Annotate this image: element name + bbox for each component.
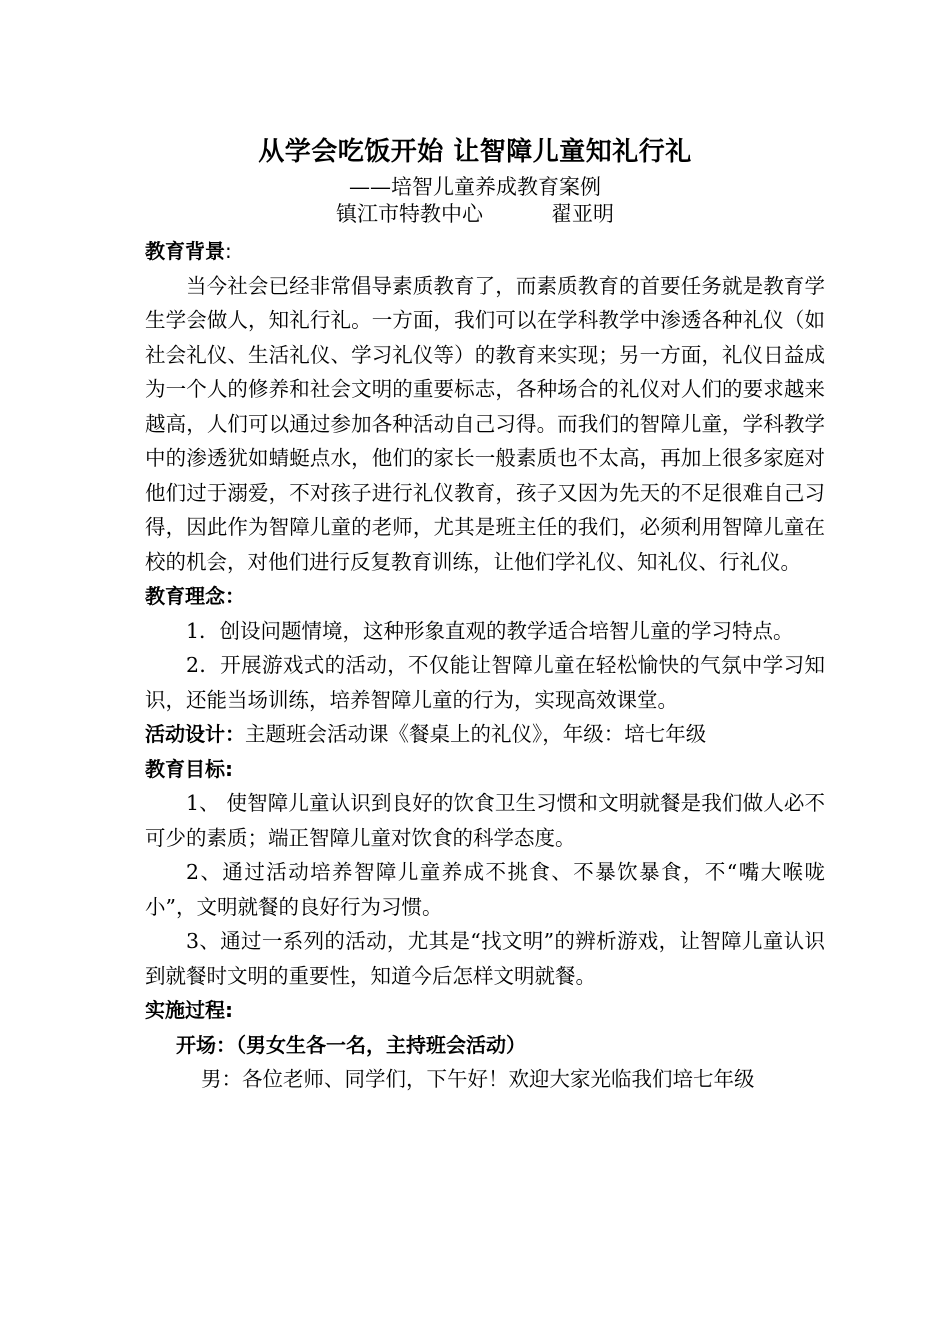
activity-design-label: 活动设计： [145, 722, 245, 746]
activity-design-line [145, 717, 825, 752]
section-heading-goals: 教育目标: [145, 756, 233, 781]
author-line [0, 201, 950, 227]
process-dialog-line: 男：各位老师、同学们，下午好！欢迎大家光临我们培七年级 [201, 1067, 755, 1091]
goal-item-3: 3、通过一系列的活动，尤其是“找文明”的辨析游戏，让智障儿童认识到就餐时文明的重要性，知道今后怎样文明就餐。 [145, 929, 825, 988]
background-heading-text: 教育背景 [145, 239, 225, 263]
document-body [145, 234, 825, 1097]
background-paragraph: 当今社会已经非常倡导素质教育了，而素质教育的首要任务就是教育学生学会做人，知礼行礼。一方面，我们可以在学科教学中渗透各种礼仪（如社会礼仪、生活礼仪、学习礼仪等）的教育来实现；另一方面，礼仪日益成为一个人的修养和社会文明的重要标志，各种场合的礼仪对人们的要求越来越高，人们可以通过参加各种活动自己习得。而我们的智障儿童，学科教学中的渗透犹如蜻蜓点水，他们的家长一般素质也不太高，再加上很多家庭对他们过于溺爱，不对孩子进行礼仪教育，孩子又因为先天的不足很难自己习得，因此作为智障儿童的老师，尤其是班主任的我们，必须利用智障儿童在校的机会，对他们进行反复教育训练，让他们学礼仪、知礼仪、行礼仪。 [145, 273, 825, 574]
author-name: 翟亚明 [551, 202, 614, 226]
document-title: 从学会吃饭开始 让智障儿童知礼行礼 [258, 137, 692, 167]
document-subtitle: ——培智儿童养成教育案例 [349, 175, 601, 199]
goal-item-2: 2、通过活动培养智障儿童养成不挑食、不暴饮暴食，不“嘴大喉咙小”，文明就餐的良好行为习惯。 [145, 860, 825, 919]
section-heading-process: 实施过程: [145, 998, 233, 1022]
goal-item-1: 1、 使智障儿童认识到良好的饮食卫生习惯和文明就餐是我们做人必不可少的素质；端正智障儿童对饮食的科学态度。 [145, 791, 825, 850]
author-organization: 镇江市特教中心 [336, 202, 483, 226]
section-heading-philosophy: 教育理念： [145, 584, 245, 608]
section-heading-background [145, 234, 825, 269]
process-opening: 开场：（男女生各一名，主持班会活动） [176, 1032, 526, 1057]
background-heading-colon: : [225, 239, 232, 263]
activity-design-text: 主题班会活动课《餐桌上的礼仪》，年级：培七年级 [245, 722, 707, 746]
philosophy-item-2: 2．开展游戏式的活动，不仅能让智障儿童在轻松愉快的气氛中学习知识，还能当场训练，培养智障儿童的行为，实现高效课堂。 [145, 653, 825, 712]
philosophy-item-1: 1．创设问题情境，这种形象直观的教学适合培智儿童的学习特点。 [186, 618, 794, 643]
